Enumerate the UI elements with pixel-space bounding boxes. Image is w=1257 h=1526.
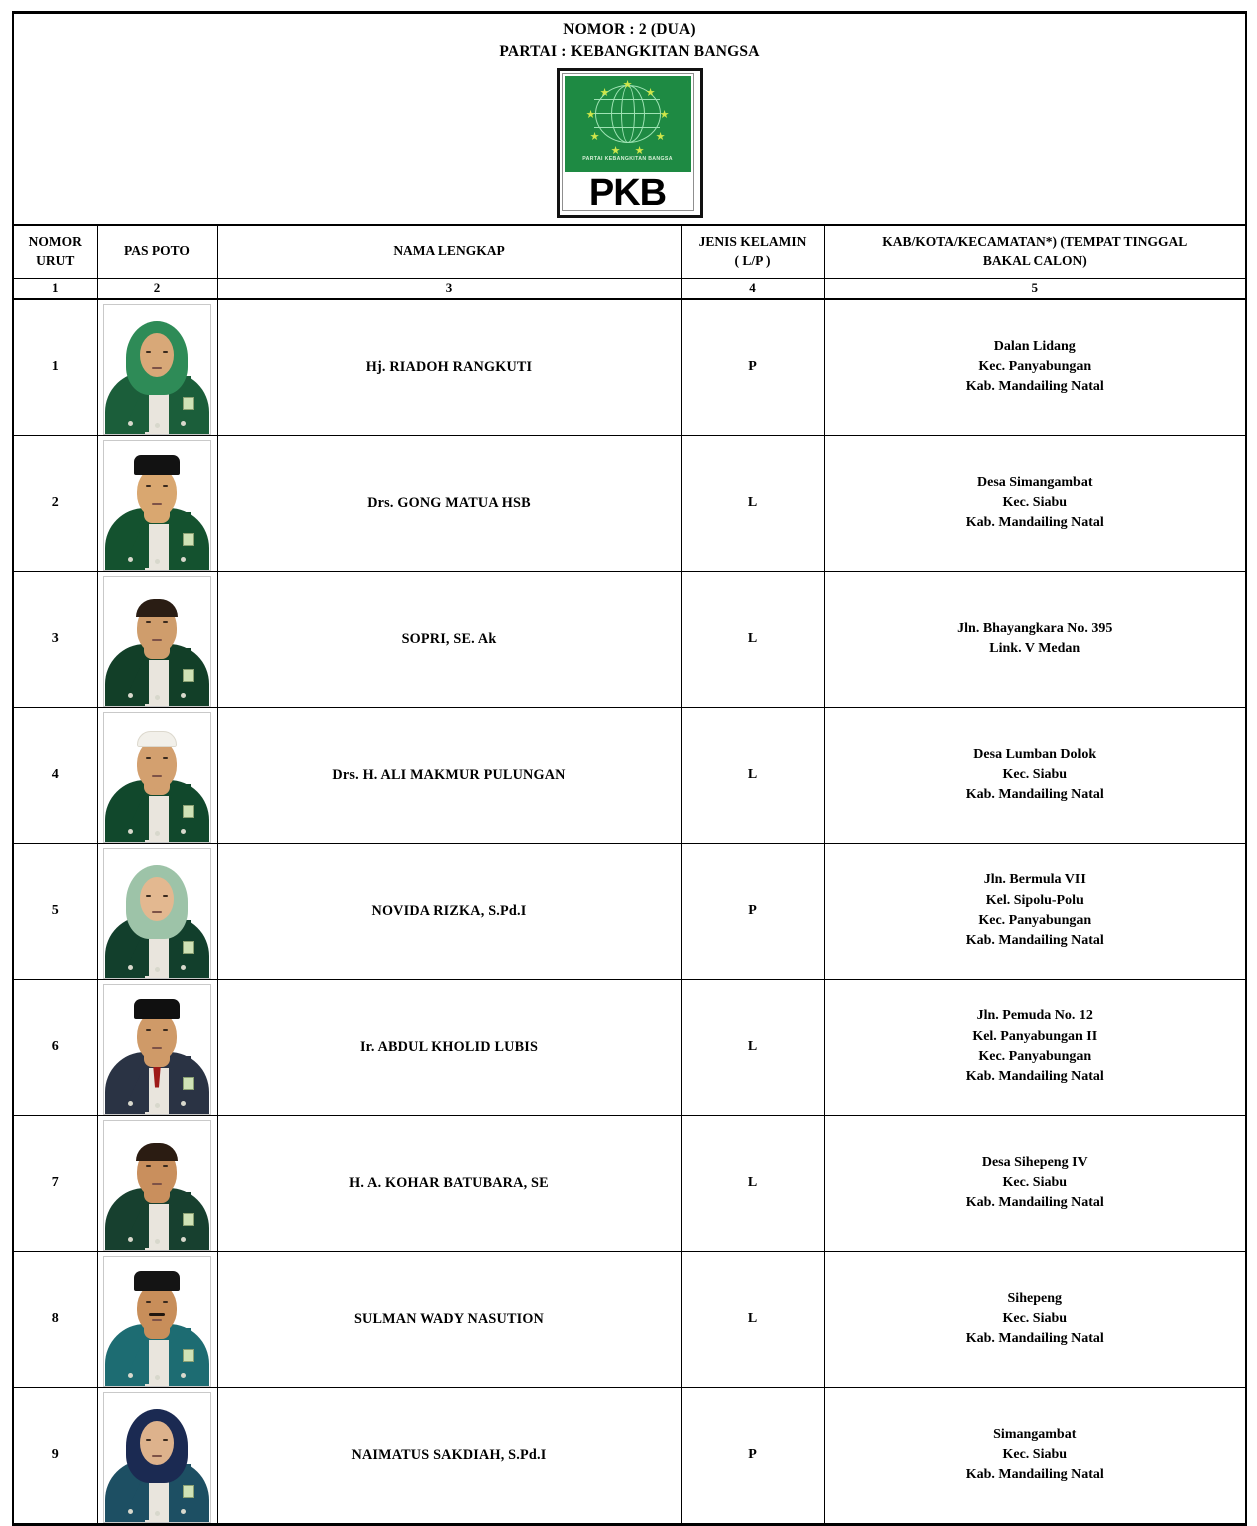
row-pas-poto [97,571,217,707]
header-pas-poto: PAS POTO [97,225,217,279]
photo-button [155,423,160,428]
address-line: Kab. Mandailing Natal [965,787,1104,803]
row-jenis-kelamin [681,435,824,571]
row-tempat-tinggal-value [825,337,1246,398]
photo-party-badge [183,1349,194,1362]
row-jenis-kelamin [681,571,824,707]
photo-eyes [146,757,168,759]
header-nomor-urut-line2: URUT [36,252,75,268]
photo-party-badge [183,941,194,954]
header-nama-lengkap: NAMA LENGKAP [217,225,681,279]
candidate-photo [103,848,211,979]
address-line: Kec. Siabu [1002,1174,1068,1190]
address-line: Kab. Mandailing Natal [965,1195,1104,1211]
row-jenis-kelamin [681,299,824,436]
photo-mouth [152,1183,162,1185]
banner-nomor: NOMOR : 2 (DUA) [563,21,696,39]
photo-button [181,1237,186,1242]
row-nama-lengkap-value: NOVIDA RIZKA, S.Pd.I [371,902,527,919]
row-jenis-kelamin [681,1387,824,1524]
photo-mouth [152,367,162,369]
row-nama-lengkap-value: H. A. KOHAR BATUBARA, SE [349,1174,549,1191]
candidate-photo [103,1392,211,1523]
row-jenis-kelamin [681,1251,824,1387]
row-tempat-tinggal [824,707,1246,843]
photo-button [128,1373,133,1378]
row-tempat-tinggal-value [825,1153,1246,1214]
row-jenis-kelamin-value: L [747,1039,758,1054]
header-tempat-tinggal-line1: KAB/KOTA/KECAMATAN*) (TEMPAT TINGGAL [882,234,1188,250]
row-nomor-urut-value: 9 [51,1447,59,1462]
header-tempat-tinggal-line2: BAKAL CALON) [982,252,1087,268]
address-line: Desa Sihepeng IV [981,1154,1088,1170]
row-tempat-tinggal [824,1387,1246,1524]
row-nama-lengkap [217,707,681,843]
column-number-3: 3 [217,278,681,299]
photo-mouth [152,1455,162,1457]
pkb-logo [557,68,703,218]
photo-button [128,1237,133,1242]
photo-button [155,1103,160,1108]
photo-eyes [146,485,168,487]
table-body [13,299,1246,1525]
row-nama-lengkap-value: SULMAN WADY NASUTION [353,1310,545,1327]
photo-party-badge [183,1485,194,1498]
photo-button [155,695,160,700]
row-nomor-urut-value: 1 [51,359,59,374]
row-jenis-kelamin [681,1115,824,1251]
photo-button [181,965,186,970]
row-nomor-urut [13,1251,97,1387]
header-nomor-urut [13,225,97,279]
table-row [13,707,1246,843]
row-pas-poto [97,979,217,1115]
address-line: Kel. Panyabungan II [972,1028,1098,1044]
photo-party-badge [183,533,194,546]
address-line: Kec. Siabu [1002,494,1068,510]
header-nomor-urut-line1: NOMOR [28,234,82,250]
photo-button [155,967,160,972]
photo-button [181,421,186,426]
row-nomor-urut-value: 2 [51,495,59,510]
row-nama-lengkap-value: NAIMATUS SAKDIAH, S.Pd.I [351,1446,547,1463]
row-nama-lengkap [217,299,681,436]
candidate-photo [103,1256,211,1387]
photo-face [140,1421,174,1465]
row-tempat-tinggal-value [825,619,1246,660]
address-line: Simangambat [993,1426,1077,1442]
row-nomor-urut [13,707,97,843]
candidate-photo [103,576,211,707]
row-nama-lengkap-value: SOPRI, SE. Ak [401,630,497,647]
photo-mouth [152,639,162,641]
address-line: Kec. Siabu [1002,1310,1068,1326]
address-line: Sihepeng [1007,1290,1062,1306]
candidate-photo [103,1120,211,1251]
photo-party-badge [183,669,194,682]
address-line: Jln. Bermula VII [983,872,1086,888]
row-tempat-tinggal [824,1251,1246,1387]
row-jenis-kelamin-value: P [748,903,757,918]
row-nama-lengkap [217,571,681,707]
banner-partai: PARTAI : KEBANGKITAN BANGSA [499,43,760,61]
row-jenis-kelamin-value: L [747,631,758,646]
address-line: Kab. Mandailing Natal [965,933,1104,949]
candidate-photo [103,712,211,843]
row-jenis-kelamin [681,843,824,979]
address-line: Kab. Mandailing Natal [965,1331,1104,1347]
photo-eyes [146,1301,168,1303]
row-pas-poto [97,1387,217,1524]
row-jenis-kelamin-value: L [747,495,758,510]
table-row [13,435,1246,571]
row-pas-poto [97,299,217,436]
table-row [13,979,1246,1115]
photo-button [155,831,160,836]
row-pas-poto [97,435,217,571]
row-nomor-urut-value: 7 [51,1175,59,1190]
row-nomor-urut-value: 3 [51,631,59,646]
row-nama-lengkap [217,1251,681,1387]
address-line: Kec. Panyabungan [978,1049,1092,1064]
photo-button [181,829,186,834]
row-pas-poto [97,1251,217,1387]
row-jenis-kelamin-value: P [748,359,757,374]
address-line: Kab. Mandailing Natal [965,1467,1104,1483]
row-tempat-tinggal-value [825,870,1246,951]
photo-button [155,1375,160,1380]
row-jenis-kelamin-value: L [747,767,758,782]
candidate-photo [103,984,211,1115]
photo-button [181,557,186,562]
photo-button [128,1101,133,1106]
row-nomor-urut [13,1115,97,1251]
photo-button [181,693,186,698]
photo-party-badge [183,1213,194,1226]
row-nomor-urut [13,299,97,436]
photo-mouth [152,503,162,505]
row-tempat-tinggal-value [825,1006,1246,1087]
photo-button [181,1373,186,1378]
address-line: Jln. Pemuda No. 12 [976,1008,1093,1024]
photo-moustache [149,1313,165,1316]
photo-button [181,1101,186,1106]
column-number-1: 1 [13,278,97,299]
photo-peci [134,455,180,475]
address-line: Kec. Siabu [1002,766,1068,782]
row-pas-poto [97,843,217,979]
row-tempat-tinggal [824,299,1246,436]
photo-button [128,829,133,834]
party-banner [13,13,1246,225]
row-tempat-tinggal-value [825,1425,1246,1486]
row-tempat-tinggal [824,571,1246,707]
photo-eyes [146,1439,168,1441]
row-nomor-urut-value: 6 [51,1039,59,1054]
photo-eyes [146,1165,168,1167]
row-jenis-kelamin-value: P [748,1447,757,1462]
photo-peci [134,999,180,1019]
photo-mouth [152,775,162,777]
header-jenis-kelamin-line1: JENIS KELAMIN [698,234,807,250]
photo-mouth [152,1047,162,1049]
table-row [13,1251,1246,1387]
logo-caption: PARTAI KEBANGKITAN BANGSA [582,156,673,163]
table-row [13,299,1246,436]
header-tempat-tinggal [824,225,1246,279]
photo-party-badge [183,805,194,818]
header-jenis-kelamin [681,225,824,279]
address-line: Link. V Medan [989,641,1081,656]
address-line: Kel. Sipolu-Polu [985,892,1084,908]
row-tempat-tinggal-value [825,473,1246,534]
candidate-photo [103,440,211,571]
photo-button [155,559,160,564]
row-tempat-tinggal-value [825,1289,1246,1350]
photo-peci [134,1271,180,1291]
address-line: Desa Simangambat [977,474,1093,490]
address-line: Desa Lumban Dolok [973,746,1097,762]
table-header-row [13,225,1246,279]
row-nomor-urut [13,435,97,571]
row-tempat-tinggal-value [825,745,1246,806]
photo-button [155,1511,160,1516]
row-jenis-kelamin-value: L [747,1175,758,1190]
row-nama-lengkap-value: Drs. H. ALI MAKMUR PULUNGAN [332,766,566,783]
photo-eyes [146,1029,168,1031]
table-row [13,1115,1246,1251]
column-number-4: 4 [681,278,824,299]
photo-party-badge [183,1077,194,1090]
row-tempat-tinggal [824,843,1246,979]
logo-green-field: ★ ★ ★ ★ ★ ★ ★ ★ ★ [565,76,691,172]
table-row [13,571,1246,707]
photo-button [128,421,133,426]
header-jenis-kelamin-line2: ( L/P ) [734,252,771,268]
row-nama-lengkap [217,1115,681,1251]
photo-button [181,1509,186,1514]
column-number-5: 5 [824,278,1246,299]
photo-face [140,877,174,921]
photo-button [128,1509,133,1514]
row-pas-poto [97,707,217,843]
address-line: Dalan Lidang [993,338,1076,354]
logo-acronym: PKB [588,172,667,215]
candidate-list-table [12,11,1247,1526]
address-line: Kab. Mandailing Natal [965,515,1104,531]
photo-eyes [146,895,168,897]
photo-button [155,1239,160,1244]
photo-button [128,693,133,698]
candidate-photo [103,304,211,435]
row-nomor-urut [13,843,97,979]
photo-eyes [146,621,168,623]
row-nomor-urut-value: 8 [51,1311,59,1326]
row-tempat-tinggal [824,979,1246,1115]
row-nomor-urut-value: 5 [51,903,59,918]
row-nama-lengkap-value: Ir. ABDUL KHOLID LUBIS [359,1038,539,1055]
address-line: Jln. Bhayangkara No. 395 [957,620,1113,636]
row-nama-lengkap [217,435,681,571]
table-row [13,1387,1246,1524]
row-nama-lengkap [217,1387,681,1524]
row-jenis-kelamin [681,979,824,1115]
row-tempat-tinggal [824,1115,1246,1251]
row-nomor-urut [13,979,97,1115]
address-line: Kec. Panyabungan [978,358,1092,374]
address-line: Kec. Siabu [1002,1446,1068,1462]
photo-party-badge [183,397,194,410]
address-line: Kab. Mandailing Natal [965,1069,1104,1085]
photo-mouth [152,911,162,913]
row-nama-lengkap-value: Hj. RIADOH RANGKUTI [365,358,533,375]
photo-button [128,965,133,970]
column-number-row [13,278,1246,299]
row-nama-lengkap [217,979,681,1115]
row-nama-lengkap [217,843,681,979]
column-number-2: 2 [97,278,217,299]
row-nomor-urut-value: 4 [51,767,59,782]
row-pas-poto [97,1115,217,1251]
photo-kopiah [137,731,177,747]
address-line: Kab. Mandailing Natal [965,379,1104,395]
row-nama-lengkap-value: Drs. GONG MATUA HSB [367,494,531,511]
row-jenis-kelamin [681,707,824,843]
table-row [13,843,1246,979]
photo-mouth [152,1319,162,1321]
photo-face [140,333,174,377]
photo-button [128,557,133,562]
row-tempat-tinggal [824,435,1246,571]
row-nomor-urut [13,1387,97,1524]
row-jenis-kelamin-value: L [747,1311,758,1326]
address-line: Kec. Panyabungan [978,913,1092,928]
banner-row [13,13,1246,225]
photo-eyes [146,351,168,353]
row-nomor-urut [13,571,97,707]
